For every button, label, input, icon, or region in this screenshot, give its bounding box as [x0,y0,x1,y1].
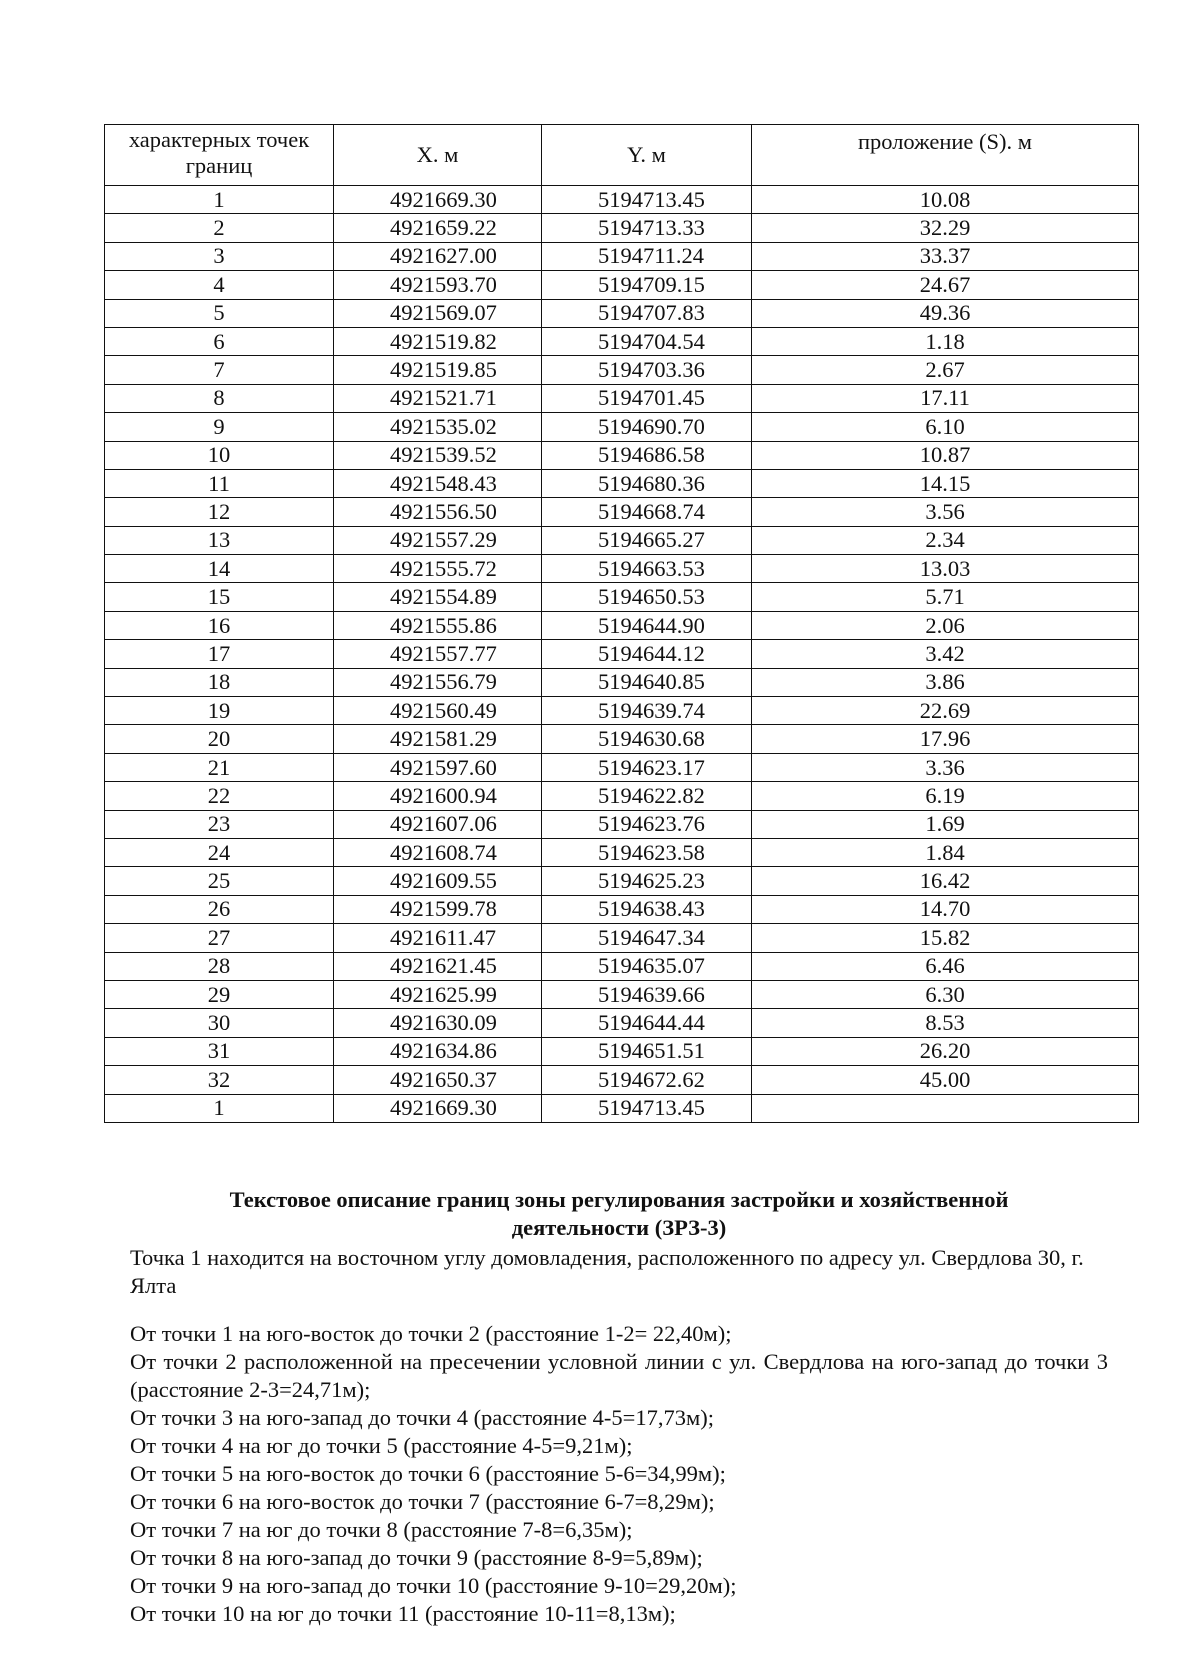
cell-distance: 17.96 [752,725,1139,753]
table-row [105,186,1139,214]
cell-y: 5194644.90 [542,611,752,639]
table-row [105,583,1139,611]
cell-distance: 14.15 [752,469,1139,497]
cell-y: 5194713.45 [542,186,752,214]
cell-y: 5194703.36 [542,356,752,384]
cell-x: 4921535.02 [334,413,542,441]
table-row [105,782,1139,810]
cell-point: 1 [105,1094,334,1122]
description-title-line-2: деятельности (ЗРЗ-3) [511,1215,727,1240]
cell-x: 4921630.09 [334,1009,542,1037]
cell-y: 5194707.83 [542,299,752,327]
table-row [105,469,1139,497]
description-steps [130,1320,1108,1628]
cell-x: 4921625.99 [334,980,542,1008]
table-row [105,980,1139,1008]
table-row [105,867,1139,895]
cell-distance: 16.42 [752,867,1139,895]
cell-y: 5194647.34 [542,924,752,952]
cell-distance: 5.71 [752,583,1139,611]
cell-distance: 6.30 [752,980,1139,1008]
table-row [105,697,1139,725]
cell-x: 4921611.47 [334,924,542,952]
cell-point: 28 [105,952,334,980]
table-row [105,356,1139,384]
cell-point: 6 [105,327,334,355]
cell-distance: 3.86 [752,668,1139,696]
description-step: От точки 8 на юго-запад до точки 9 (расстояние 8-9=5,89м); [130,1545,703,1570]
table-row [105,1037,1139,1065]
description-step: От точки 9 на юго-запад до точки 10 (расстояние 9-10=29,20м); [130,1573,737,1598]
cell-x: 4921669.30 [334,1094,542,1122]
cell-y: 5194713.45 [542,1094,752,1122]
cell-point: 31 [105,1037,334,1065]
table-row [105,384,1139,412]
cell-distance [752,1094,1139,1122]
cell-distance: 2.06 [752,611,1139,639]
cell-point: 11 [105,469,334,497]
cell-y: 5194625.23 [542,867,752,895]
cell-distance: 10.87 [752,441,1139,469]
cell-y: 5194630.68 [542,725,752,753]
cell-x: 4921519.85 [334,356,542,384]
table-row [105,725,1139,753]
cell-point: 19 [105,697,334,725]
cell-distance: 24.67 [752,271,1139,299]
table-row [105,299,1139,327]
table-row [105,555,1139,583]
cell-distance: 3.36 [752,753,1139,781]
cell-point: 10 [105,441,334,469]
table-row [105,214,1139,242]
cell-y: 5194709.15 [542,271,752,299]
cell-point: 24 [105,838,334,866]
table-row [105,838,1139,866]
cell-point: 26 [105,895,334,923]
cell-distance: 14.70 [752,895,1139,923]
cell-distance: 6.19 [752,782,1139,810]
cell-distance: 6.46 [752,952,1139,980]
cell-x: 4921627.00 [334,242,542,270]
cell-y: 5194623.17 [542,753,752,781]
cell-distance: 33.37 [752,242,1139,270]
cell-point: 23 [105,810,334,838]
cell-point: 3 [105,242,334,270]
cell-x: 4921519.82 [334,327,542,355]
cell-point: 16 [105,611,334,639]
cell-point: 14 [105,555,334,583]
header-point: характерных точек границ [105,125,334,186]
cell-point: 1 [105,186,334,214]
cell-point: 15 [105,583,334,611]
description-title [130,1186,1108,1242]
cell-y: 5194635.07 [542,952,752,980]
cell-y: 5194650.53 [542,583,752,611]
cell-y: 5194638.43 [542,895,752,923]
table-row [105,413,1139,441]
cell-x: 4921581.29 [334,725,542,753]
cell-y: 5194713.33 [542,214,752,242]
cell-distance: 1.18 [752,327,1139,355]
table-row [105,668,1139,696]
cell-x: 4921650.37 [334,1066,542,1094]
table-row [105,1066,1139,1094]
cell-distance: 32.29 [752,214,1139,242]
cell-x: 4921556.79 [334,668,542,696]
cell-point: 12 [105,498,334,526]
description-step: От точки 1 на юго-восток до точки 2 (расстояние 1-2= 22,40м); [130,1321,732,1346]
cell-point: 25 [105,867,334,895]
description-title-line-1: Текстовое описание границ зоны регулирования застройки и хозяйственной [229,1187,1009,1212]
cell-distance: 1.69 [752,810,1139,838]
table-row [105,924,1139,952]
table-row [105,952,1139,980]
cell-point: 17 [105,640,334,668]
cell-x: 4921557.29 [334,526,542,554]
cell-y: 5194665.27 [542,526,752,554]
cell-x: 4921557.77 [334,640,542,668]
cell-y: 5194644.12 [542,640,752,668]
cell-y: 5194686.58 [542,441,752,469]
table-row [105,327,1139,355]
cell-x: 4921609.55 [334,867,542,895]
cell-x: 4921521.71 [334,384,542,412]
cell-distance: 1.84 [752,838,1139,866]
cell-distance: 8.53 [752,1009,1139,1037]
cell-point: 18 [105,668,334,696]
cell-x: 4921556.50 [334,498,542,526]
cell-x: 4921569.07 [334,299,542,327]
cell-x: 4921599.78 [334,895,542,923]
cell-y: 5194663.53 [542,555,752,583]
cell-x: 4921607.06 [334,810,542,838]
cell-distance: 45.00 [752,1066,1139,1094]
cell-y: 5194651.51 [542,1037,752,1065]
cell-distance: 22.69 [752,697,1139,725]
cell-distance: 10.08 [752,186,1139,214]
cell-point: 29 [105,980,334,1008]
cell-distance: 6.10 [752,413,1139,441]
cell-point: 2 [105,214,334,242]
cell-point: 8 [105,384,334,412]
cell-y: 5194680.36 [542,469,752,497]
cell-x: 4921560.49 [334,697,542,725]
table-row [105,1009,1139,1037]
table-row [105,640,1139,668]
table-row [105,1094,1139,1122]
description-step: От точки 3 на юго-запад до точки 4 (расстояние 4-5=17,73м); [130,1405,714,1430]
cell-y: 5194701.45 [542,384,752,412]
cell-distance: 13.03 [752,555,1139,583]
description-step: От точки 10 на юг до точки 11 (расстояние 10-11=8,13м); [130,1601,676,1626]
table-row [105,526,1139,554]
cell-y: 5194639.66 [542,980,752,1008]
table-row [105,271,1139,299]
cell-x: 4921555.72 [334,555,542,583]
cell-point: 13 [105,526,334,554]
cell-y: 5194690.70 [542,413,752,441]
cell-x: 4921669.30 [334,186,542,214]
cell-x: 4921659.22 [334,214,542,242]
table-row [105,441,1139,469]
cell-distance: 2.67 [752,356,1139,384]
description-step: От точки 4 на юг до точки 5 (расстояние 4-5=9,21м); [130,1433,633,1458]
cell-x: 4921539.52 [334,441,542,469]
cell-point: 32 [105,1066,334,1094]
header-y: Y. м [542,125,752,186]
cell-y: 5194668.74 [542,498,752,526]
description-step: От точки 2 расположенной на пресечении условной линии с ул. Свердлова на юго-запад до точки 3 (расстояние 2-3=24,71м); [130,1349,1108,1402]
cell-x: 4921608.74 [334,838,542,866]
cell-x: 4921555.86 [334,611,542,639]
cell-x: 4921621.45 [334,952,542,980]
cell-x: 4921597.60 [334,753,542,781]
table-row [105,242,1139,270]
cell-y: 5194639.74 [542,697,752,725]
cell-y: 5194622.82 [542,782,752,810]
cell-distance: 26.20 [752,1037,1139,1065]
cell-point: 21 [105,753,334,781]
header-distance: проложение (S). м [752,125,1139,186]
table-row [105,810,1139,838]
description-step: От точки 5 на юго-восток до точки 6 (расстояние 5-6=34,99м); [130,1461,726,1486]
description-intro: Точка 1 находится на восточном углу домовладения, расположенного по адресу ул. Свердлова 30, г. Ялта [130,1245,1084,1298]
description-step: От точки 6 на юго-восток до точки 7 (расстояние 6-7=8,29м); [130,1489,715,1514]
table-row [105,753,1139,781]
description-step: От точки 7 на юг до точки 8 (расстояние 7-8=6,35м); [130,1517,633,1542]
table-body [105,186,1139,1123]
cell-point: 22 [105,782,334,810]
cell-distance: 17.11 [752,384,1139,412]
cell-point: 20 [105,725,334,753]
cell-x: 4921600.94 [334,782,542,810]
cell-point: 27 [105,924,334,952]
cell-y: 5194672.62 [542,1066,752,1094]
cell-distance: 49.36 [752,299,1139,327]
table-header-row [105,125,1139,186]
cell-y: 5194644.44 [542,1009,752,1037]
table-row [105,498,1139,526]
coordinates-table [104,124,1139,1123]
cell-y: 5194704.54 [542,327,752,355]
cell-distance: 3.56 [752,498,1139,526]
cell-x: 4921634.86 [334,1037,542,1065]
cell-point: 30 [105,1009,334,1037]
cell-distance: 2.34 [752,526,1139,554]
cell-x: 4921548.43 [334,469,542,497]
table-row [105,895,1139,923]
table-row [105,611,1139,639]
cell-y: 5194623.58 [542,838,752,866]
cell-distance: 15.82 [752,924,1139,952]
header-x: X. м [334,125,542,186]
cell-point: 9 [105,413,334,441]
cell-point: 4 [105,271,334,299]
cell-y: 5194640.85 [542,668,752,696]
cell-y: 5194623.76 [542,810,752,838]
cell-point: 7 [105,356,334,384]
cell-x: 4921593.70 [334,271,542,299]
cell-x: 4921554.89 [334,583,542,611]
cell-point: 5 [105,299,334,327]
cell-distance: 3.42 [752,640,1139,668]
cell-y: 5194711.24 [542,242,752,270]
